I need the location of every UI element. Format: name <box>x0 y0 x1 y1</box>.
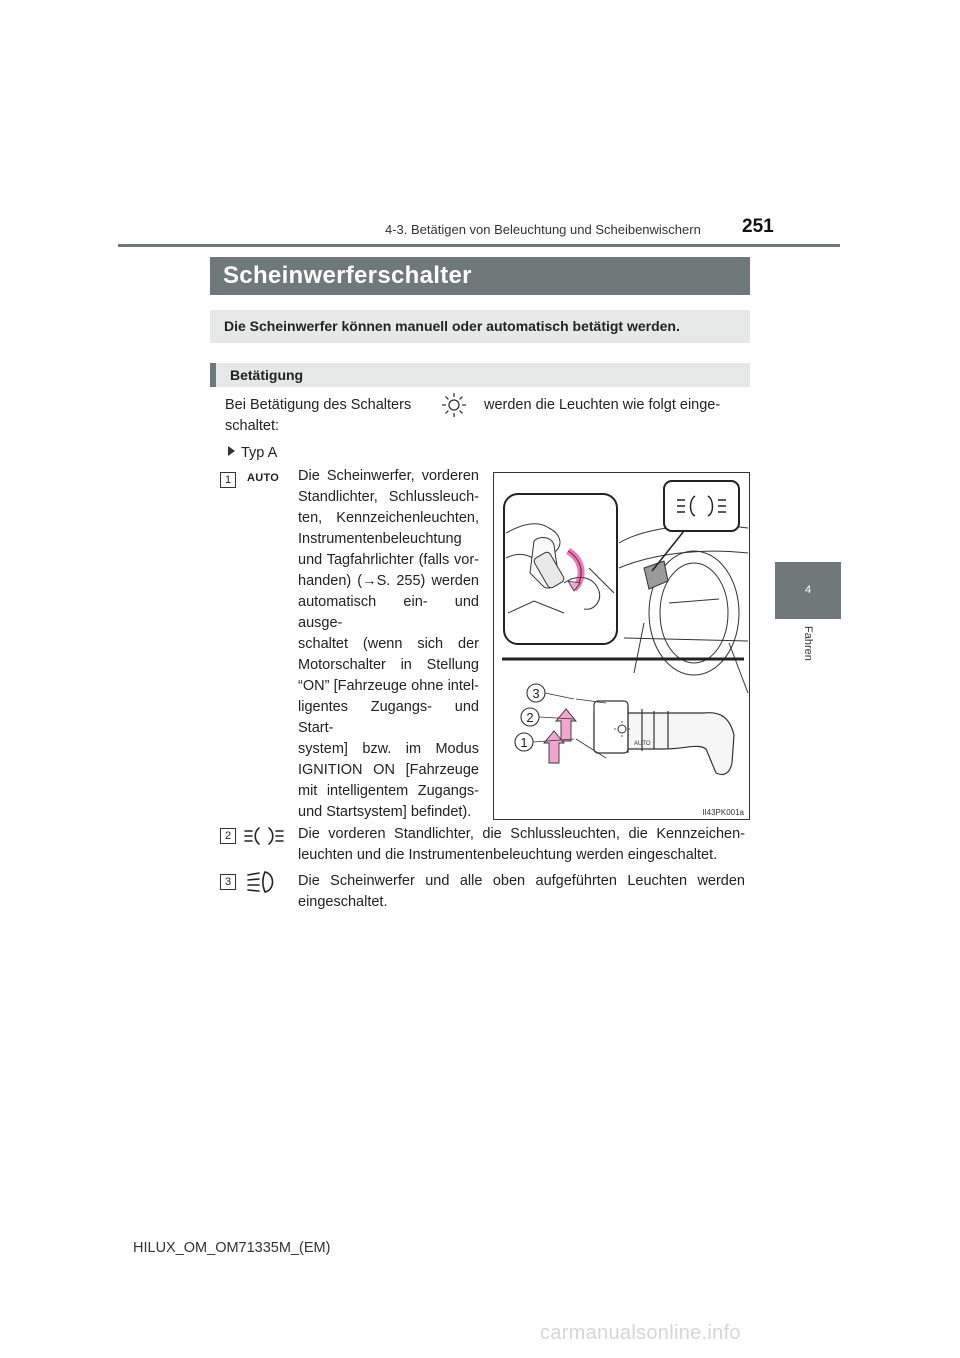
running-header-section: 4-3. Betätigen von Beleuchtung und Scheibenwischern <box>385 222 701 237</box>
item-1-line: Motorschalter in Stellung <box>298 657 479 673</box>
callout-2: 2 <box>526 710 534 725</box>
item-1-line: schaltet (wenn sich der <box>298 636 479 652</box>
item-1-line: mit intelligentem Zugangs- <box>298 783 479 799</box>
item-1-line: handen) (→S. 255) werden <box>298 573 479 589</box>
item-number-3: 3 <box>220 874 236 890</box>
item-1-line: Standlichter, Schlussleuch- <box>298 489 479 505</box>
item-number-2: 2 <box>220 828 236 844</box>
item-1-line: ten, Kennzeichenleuchten, <box>298 510 479 526</box>
parking-light-icon <box>243 824 285 848</box>
item-1-line: Die Scheinwerfer, vorderen <box>298 468 479 484</box>
figure-illustration <box>494 473 749 819</box>
operation-intro-part2: werden die Leuchten wie folgt einge- <box>484 397 721 413</box>
item-1-line: IGNITION ON [Fahrzeuge <box>298 762 479 778</box>
intro-box: Die Scheinwerfer können manuell oder automatisch betätigt werden. <box>210 310 750 343</box>
chapter-label-text: Fahren <box>802 626 814 661</box>
auto-light-icon <box>441 392 467 418</box>
page-number: 251 <box>742 216 774 237</box>
item-number-1: 1 <box>220 472 236 488</box>
operation-intro-part3: schaltet: <box>225 418 279 434</box>
page-title: Scheinwerferschalter <box>210 257 750 295</box>
item-1-line: und Tagfahrlichter (falls vor- <box>298 552 479 568</box>
headlight-icon <box>245 869 279 895</box>
variant-text: Typ A <box>241 445 278 461</box>
variant-label <box>228 443 277 464</box>
chapter-number: 4 <box>804 584 812 596</box>
item-1-line: und Startsystem] befindet). <box>298 804 472 820</box>
item-1-line: Instrumentenbeleuchtung <box>298 531 462 547</box>
subheading: Betätigung <box>210 363 750 387</box>
item-2-text: Die vorderen Standlichter, die Schlussleuchten, die Kennzeichen-leuchten und die Instrumentenbeleuchtung werden eingeschaltet. <box>298 826 745 863</box>
watermark: carmanualsonline.info <box>540 1322 741 1344</box>
auto-label: AUTO <box>247 472 280 484</box>
header-rule <box>118 244 840 247</box>
light-switch-figure <box>493 472 750 820</box>
triangle-bullet-icon <box>228 446 235 456</box>
callout-1: 1 <box>520 735 528 750</box>
figure-auto-text: AUTO <box>634 741 651 747</box>
item-1-line: automatisch ein- und ausge- <box>298 594 479 631</box>
chapter-tab <box>775 562 841 619</box>
footer-doc-id: HILUX_OM_OM71335M_(EM) <box>133 1240 331 1256</box>
item-1-line: “ON” [Fahrzeuge ohne intel- <box>298 678 479 694</box>
item-1-line: ligentes Zugangs- und Start- <box>298 699 479 736</box>
chapter-label <box>778 626 838 686</box>
item-1-line: system] bzw. im Modus <box>298 741 479 757</box>
operation-intro-part1: Bei Betätigung des Schalters <box>225 397 412 413</box>
callout-3: 3 <box>532 686 540 701</box>
item-1-text <box>298 466 479 823</box>
item-3-text: Die Scheinwerfer und alle oben aufgeführten Leuchten werden eingeschaltet. <box>298 873 745 910</box>
figure-code: II43PK001a <box>702 808 744 817</box>
